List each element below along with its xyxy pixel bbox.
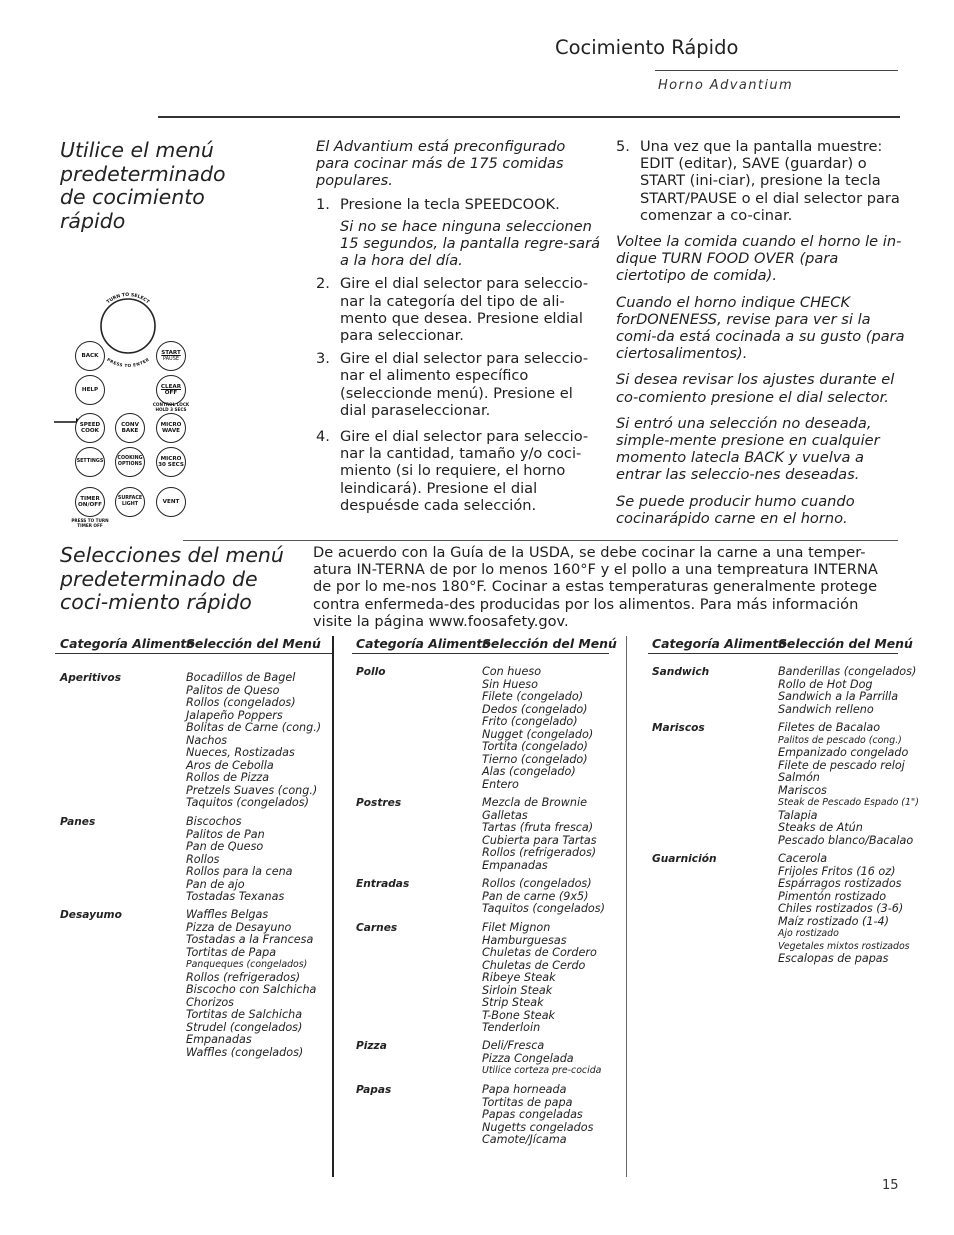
list-item: Galletas bbox=[482, 808, 528, 822]
list-item: Mariscos bbox=[778, 783, 827, 797]
list-item: Taquitos (congelados) bbox=[482, 902, 605, 915]
list-item: Rollos bbox=[186, 852, 220, 866]
cooking-options-button[interactable]: COOKING OPTIONS bbox=[115, 447, 145, 477]
list-item: Sin Hueso bbox=[482, 677, 538, 691]
list-item: Sirloin Steak bbox=[482, 983, 553, 997]
list-item: Salmón bbox=[778, 771, 820, 784]
category-label: Papas bbox=[356, 1084, 392, 1096]
list-item: Chiles rostizados (3-6) bbox=[778, 902, 904, 915]
page-title: Cocimiento Rápido bbox=[555, 36, 739, 59]
list-item: Frito (congelado) bbox=[482, 715, 578, 728]
menu-items-list bbox=[482, 797, 597, 872]
heading-line: Selecciones del menú bbox=[60, 543, 284, 567]
list-item: Filete de pescado reloj bbox=[778, 758, 905, 772]
step-text: Gire el dial selector para seleccio-nar la categoría del tipo de ali-mento que desea. Presione eldial para seleccionar. bbox=[340, 275, 589, 345]
list-item: Deli/Fresca bbox=[482, 1039, 545, 1052]
page-subtitle: Horno Advantium bbox=[658, 78, 794, 93]
list-item: Nugget (congelado) bbox=[482, 727, 594, 741]
list-item: Nachos bbox=[186, 733, 228, 747]
list-item: Chuletas de Cordero bbox=[482, 946, 597, 959]
step-number: 4. bbox=[316, 428, 330, 446]
category-label: Sandwich bbox=[652, 666, 710, 678]
list-item: Pimentón rostizado bbox=[778, 889, 887, 903]
note-text: Se puede producir humo cuando cocinarápido carne en el horno. bbox=[616, 492, 855, 527]
list-item: Pizza de Desayuno bbox=[186, 920, 292, 934]
micro-30-secs-button[interactable]: MICRO 30 SECS bbox=[156, 447, 186, 477]
category-label: Entradas bbox=[356, 878, 410, 890]
list-item: Escalopas de papas bbox=[778, 952, 889, 965]
step-item bbox=[316, 196, 601, 270]
column-header-category: Categoría Alimento bbox=[652, 636, 787, 651]
list-item: Ribeye Steak bbox=[482, 971, 556, 984]
list-item: Vegetales mixtos rostizados bbox=[778, 940, 910, 952]
note-text: Voltee la comida cuando el horno le in-dique TURN FOOD OVER (para ciertotipo de comida). bbox=[616, 233, 902, 285]
timer-button[interactable]: TIMER ON/OFF bbox=[75, 487, 105, 517]
column-divider bbox=[332, 636, 334, 1177]
list-item: Papa horneada bbox=[482, 1083, 567, 1096]
menu-items-list bbox=[482, 922, 597, 1035]
column-divider bbox=[626, 636, 627, 1177]
list-item: Panqueques (congelados) bbox=[186, 959, 308, 970]
menu-items-list bbox=[186, 909, 316, 1059]
list-item: Sandwich a la Parrilla bbox=[778, 690, 899, 703]
intro-text: El Advantium está preconfigurado para cocinar más de 175 comidas populares. bbox=[316, 138, 566, 190]
list-item: Ajo rostizado bbox=[778, 928, 839, 939]
microwave-button[interactable]: MICRO WAVE bbox=[156, 413, 186, 443]
step-text: Presione la tecla SPEEDCOOK. bbox=[340, 195, 560, 213]
step-number: 1. bbox=[316, 195, 330, 213]
list-item: Tostadas Texanas bbox=[186, 890, 285, 903]
heading-line: predeterminado bbox=[60, 161, 226, 186]
list-item: Pescado blanco/Bacalao bbox=[778, 833, 914, 847]
instructions-column bbox=[316, 138, 601, 514]
list-item: Sandwich relleno bbox=[778, 702, 874, 716]
list-item: Utilice corteza pre-cocida bbox=[482, 1065, 602, 1076]
list-item: Tartas (fruta fresca) bbox=[482, 821, 594, 834]
list-item: Steaks de Atún bbox=[778, 821, 863, 834]
list-item: Bolitas de Carne (cong.) bbox=[186, 721, 322, 734]
list-item: Nueces, Rostizadas bbox=[186, 746, 295, 759]
list-item: Biscochos bbox=[186, 815, 242, 828]
note-text: Si desea revisar los ajustes durante el co-comiento presione el dial selector. bbox=[616, 371, 895, 406]
list-item: Tortitas de Papa bbox=[186, 945, 277, 959]
step-text: Gire el dial selector para seleccio-nar la cantidad, tamaño y/o coci-miento (si lo requiere, el horno leindicará). Presione el dial despuésde cada selección. bbox=[340, 428, 589, 514]
column-header-category: Categoría Alimento bbox=[356, 636, 491, 651]
list-item: Hamburguesas bbox=[482, 933, 567, 947]
list-item: Nugetts congelados bbox=[482, 1120, 594, 1134]
step-note: Si no se hace ninguna seleccionen 15 segundos, la pantalla regre-sará a la hora del día. bbox=[340, 217, 601, 270]
step-item bbox=[316, 350, 601, 419]
column-header-category: Categoría Alimento bbox=[60, 636, 195, 651]
list-item: Tostadas a la Francesa bbox=[186, 933, 314, 946]
list-item: Espárragos rostizados bbox=[778, 877, 902, 890]
list-item: Entero bbox=[482, 777, 519, 791]
step-number: 2. bbox=[316, 275, 330, 293]
heading-line: rápido bbox=[60, 208, 126, 233]
help-button[interactable]: HELP bbox=[75, 375, 105, 405]
menu-items-list bbox=[778, 853, 910, 966]
list-item: Aros de Cebolla bbox=[186, 758, 274, 772]
list-item: Filet Mignon bbox=[482, 921, 551, 934]
column-header-selection: Selección del Menú bbox=[778, 636, 913, 651]
table-header-rule bbox=[352, 653, 609, 654]
category-label: Postres bbox=[356, 797, 402, 809]
list-item: Mezcla de Brownie bbox=[482, 796, 587, 809]
list-item: Palitos de Queso bbox=[186, 683, 280, 697]
section-divider bbox=[183, 540, 898, 541]
list-item: Talapia bbox=[778, 808, 818, 822]
list-item: Palitos de Pan bbox=[186, 827, 265, 841]
section-heading-selections bbox=[60, 544, 284, 615]
category-label: Desayumo bbox=[60, 909, 122, 921]
page-number: 15 bbox=[882, 1178, 899, 1193]
heading-line: predeterminado de bbox=[60, 566, 258, 591]
list-item: Waffles Belgas bbox=[186, 908, 269, 921]
list-item: Filete (congelado) bbox=[482, 690, 584, 703]
settings-button[interactable]: SETTINGS bbox=[75, 447, 105, 477]
list-item: Rollos (refrigerados) bbox=[186, 970, 301, 984]
step-item bbox=[316, 428, 601, 514]
list-item: Papas congeladas bbox=[482, 1108, 583, 1121]
list-item: Strip Steak bbox=[482, 996, 544, 1009]
note-text: Si entró una selección no deseada, simple-mente presione en cualquier momento latecla BACK y vuelva a entrar las seleccio-nes deseadas. bbox=[616, 414, 880, 484]
list-item: T-Bone Steak bbox=[482, 1008, 556, 1022]
menu-items-list bbox=[778, 666, 916, 716]
list-item: Maíz rostizado (1-4) bbox=[778, 914, 890, 928]
speed-cook-button[interactable]: SPEED COOK bbox=[75, 413, 105, 443]
timer-off-label: PRESS TO TURN TIMER OFF bbox=[71, 518, 109, 528]
category-label: Aperitivos bbox=[60, 672, 122, 684]
step-number: 3. bbox=[316, 350, 330, 368]
list-item: Empanadas bbox=[482, 858, 548, 872]
list-item: Pan de ajo bbox=[186, 877, 245, 891]
table-header-rule bbox=[648, 653, 898, 654]
list-item: Filetes de Bacalao bbox=[778, 721, 881, 734]
menu-items-list bbox=[482, 878, 605, 916]
category-label: Pizza bbox=[356, 1040, 387, 1052]
menu-items-list bbox=[186, 816, 293, 904]
list-item: Alas (congelado) bbox=[482, 765, 576, 778]
start-pause-button[interactable]: START PAUSE bbox=[156, 341, 186, 371]
column-header-selection: Selección del Menú bbox=[482, 636, 617, 651]
header-rule bbox=[655, 70, 898, 71]
menu-items-list bbox=[778, 722, 919, 847]
list-item: Chuletas de Cerdo bbox=[482, 958, 586, 972]
dial-top-label: TURN TO SELECT bbox=[106, 292, 150, 306]
dial-bottom-label: PRESS TO ENTER bbox=[106, 356, 150, 368]
category-label: Guarnición bbox=[652, 853, 717, 865]
menu-items-list bbox=[482, 1084, 593, 1147]
list-item: Rollos de Pizza bbox=[186, 771, 270, 784]
list-item: Rollos (congelados) bbox=[186, 696, 296, 709]
list-item: Rollos (refrigerados) bbox=[482, 846, 597, 859]
list-item: Tortitas de Salchicha bbox=[186, 1008, 303, 1021]
list-item: Waffles (congelados) bbox=[186, 1045, 304, 1059]
menu-items-list bbox=[482, 666, 593, 791]
list-item: Biscocho con Salchicha bbox=[186, 983, 317, 996]
list-item: Camote/Jícama bbox=[482, 1133, 567, 1146]
step-number: 5. bbox=[616, 138, 630, 155]
menu-items-list bbox=[186, 672, 321, 810]
category-label: Pollo bbox=[356, 666, 386, 678]
list-item: Pan de Queso bbox=[186, 840, 264, 853]
step-item bbox=[316, 275, 601, 344]
list-item: Jalapeño Poppers bbox=[186, 708, 283, 722]
notes-column bbox=[616, 138, 906, 527]
list-item: Empanizado congelado bbox=[778, 746, 909, 759]
list-item: Pretzels Suaves (cong.) bbox=[186, 783, 318, 797]
section-divider bbox=[158, 116, 900, 118]
category-label: Panes bbox=[60, 816, 96, 828]
list-item: Banderillas (congelados) bbox=[778, 665, 917, 678]
list-item: Taquitos (congelados) bbox=[186, 796, 309, 809]
back-button[interactable]: BACK bbox=[75, 341, 105, 371]
vent-button[interactable]: VENT bbox=[156, 487, 186, 517]
category-label: Carnes bbox=[356, 922, 398, 934]
list-item: Steak de Pescado Espado (1") bbox=[778, 797, 919, 808]
step-text: Una vez que la pantalla muestre: EDIT (editar), SAVE (guardar) o START (ini-ciar), presione la tecla START/PAUSE o el dial selector para comenzar a co-cinar. bbox=[640, 138, 900, 224]
step-item bbox=[616, 138, 906, 224]
note-text: Cuando el horno indique CHECK forDONENESS, revise para ver si la comi-da está cocinada a su gusto (para ciertosalimentos). bbox=[616, 293, 905, 363]
column-header-selection: Selección del Menú bbox=[186, 636, 321, 651]
list-item: Bocadillos de Bagel bbox=[186, 671, 296, 684]
heading-line: de cocimiento bbox=[60, 185, 205, 209]
control-lock-label: CONTROL LOCK HOLD 3 SECS bbox=[152, 402, 190, 412]
list-item: Dedos (congelado) bbox=[482, 702, 588, 716]
surface-light-button[interactable]: SURFACE LIGHT bbox=[115, 487, 145, 517]
heading-line: Utilice el menú bbox=[60, 138, 214, 162]
list-item: Tierno (congelado) bbox=[482, 752, 588, 766]
list-item: Con hueso bbox=[482, 665, 542, 678]
list-item: Empanadas bbox=[186, 1033, 252, 1046]
list-item: Pizza Congelada bbox=[482, 1051, 574, 1065]
list-item: Palitos de pescado (cong.) bbox=[778, 734, 902, 746]
list-item: Tortita (congelado) bbox=[482, 740, 588, 753]
list-item: Frijoles Fritos (16 oz) bbox=[778, 864, 896, 878]
list-item: Cubierta para Tartas bbox=[482, 833, 597, 847]
list-item: Rollos (congelados) bbox=[482, 877, 592, 890]
usda-text: De acuerdo con la Guía de la USDA, se debe cocinar la carne a una temper-atura IN-TERNA de por lo menos 160°F y el pollo a una tempreatura INTERNA de por lo me-nos 180°F. Cocinar a estas temperaturas generalmente protege contra enfermeda-des producidas por los alimentos. Para más información visite la página www.foosafety.gov. bbox=[313, 544, 878, 630]
clear-off-button[interactable]: CLEAR OFF bbox=[156, 375, 186, 405]
heading-line: coci-miento rápido bbox=[60, 590, 252, 614]
conv-bake-button[interactable]: CONV BAKE bbox=[115, 413, 145, 443]
list-item: Pan de carne (9x5) bbox=[482, 889, 589, 903]
list-item: Tenderloin bbox=[482, 1021, 541, 1034]
list-item: Chorizos bbox=[186, 995, 235, 1009]
steps-list-continued bbox=[616, 138, 906, 224]
control-panel-illustration bbox=[60, 278, 200, 533]
list-item: Tortitas de papa bbox=[482, 1095, 573, 1109]
list-item: Cacerola bbox=[778, 852, 828, 865]
section-heading-menu bbox=[60, 139, 226, 233]
steps-list bbox=[316, 196, 601, 514]
svg-text:PRESS TO ENTER bbox=[106, 356, 150, 368]
list-item: Rollo de Hot Dog bbox=[778, 677, 873, 691]
table-header-rule bbox=[55, 653, 332, 654]
list-item: Rollos para la cena bbox=[186, 865, 293, 878]
category-label: Mariscos bbox=[652, 722, 705, 734]
list-item: Strudel (congelados) bbox=[186, 1020, 303, 1034]
menu-items-list bbox=[482, 1040, 601, 1078]
step-text: Gire el dial selector para seleccio-nar el alimento específico (seleccionde menú). Presione el dial paraseleccionar. bbox=[340, 350, 589, 419]
